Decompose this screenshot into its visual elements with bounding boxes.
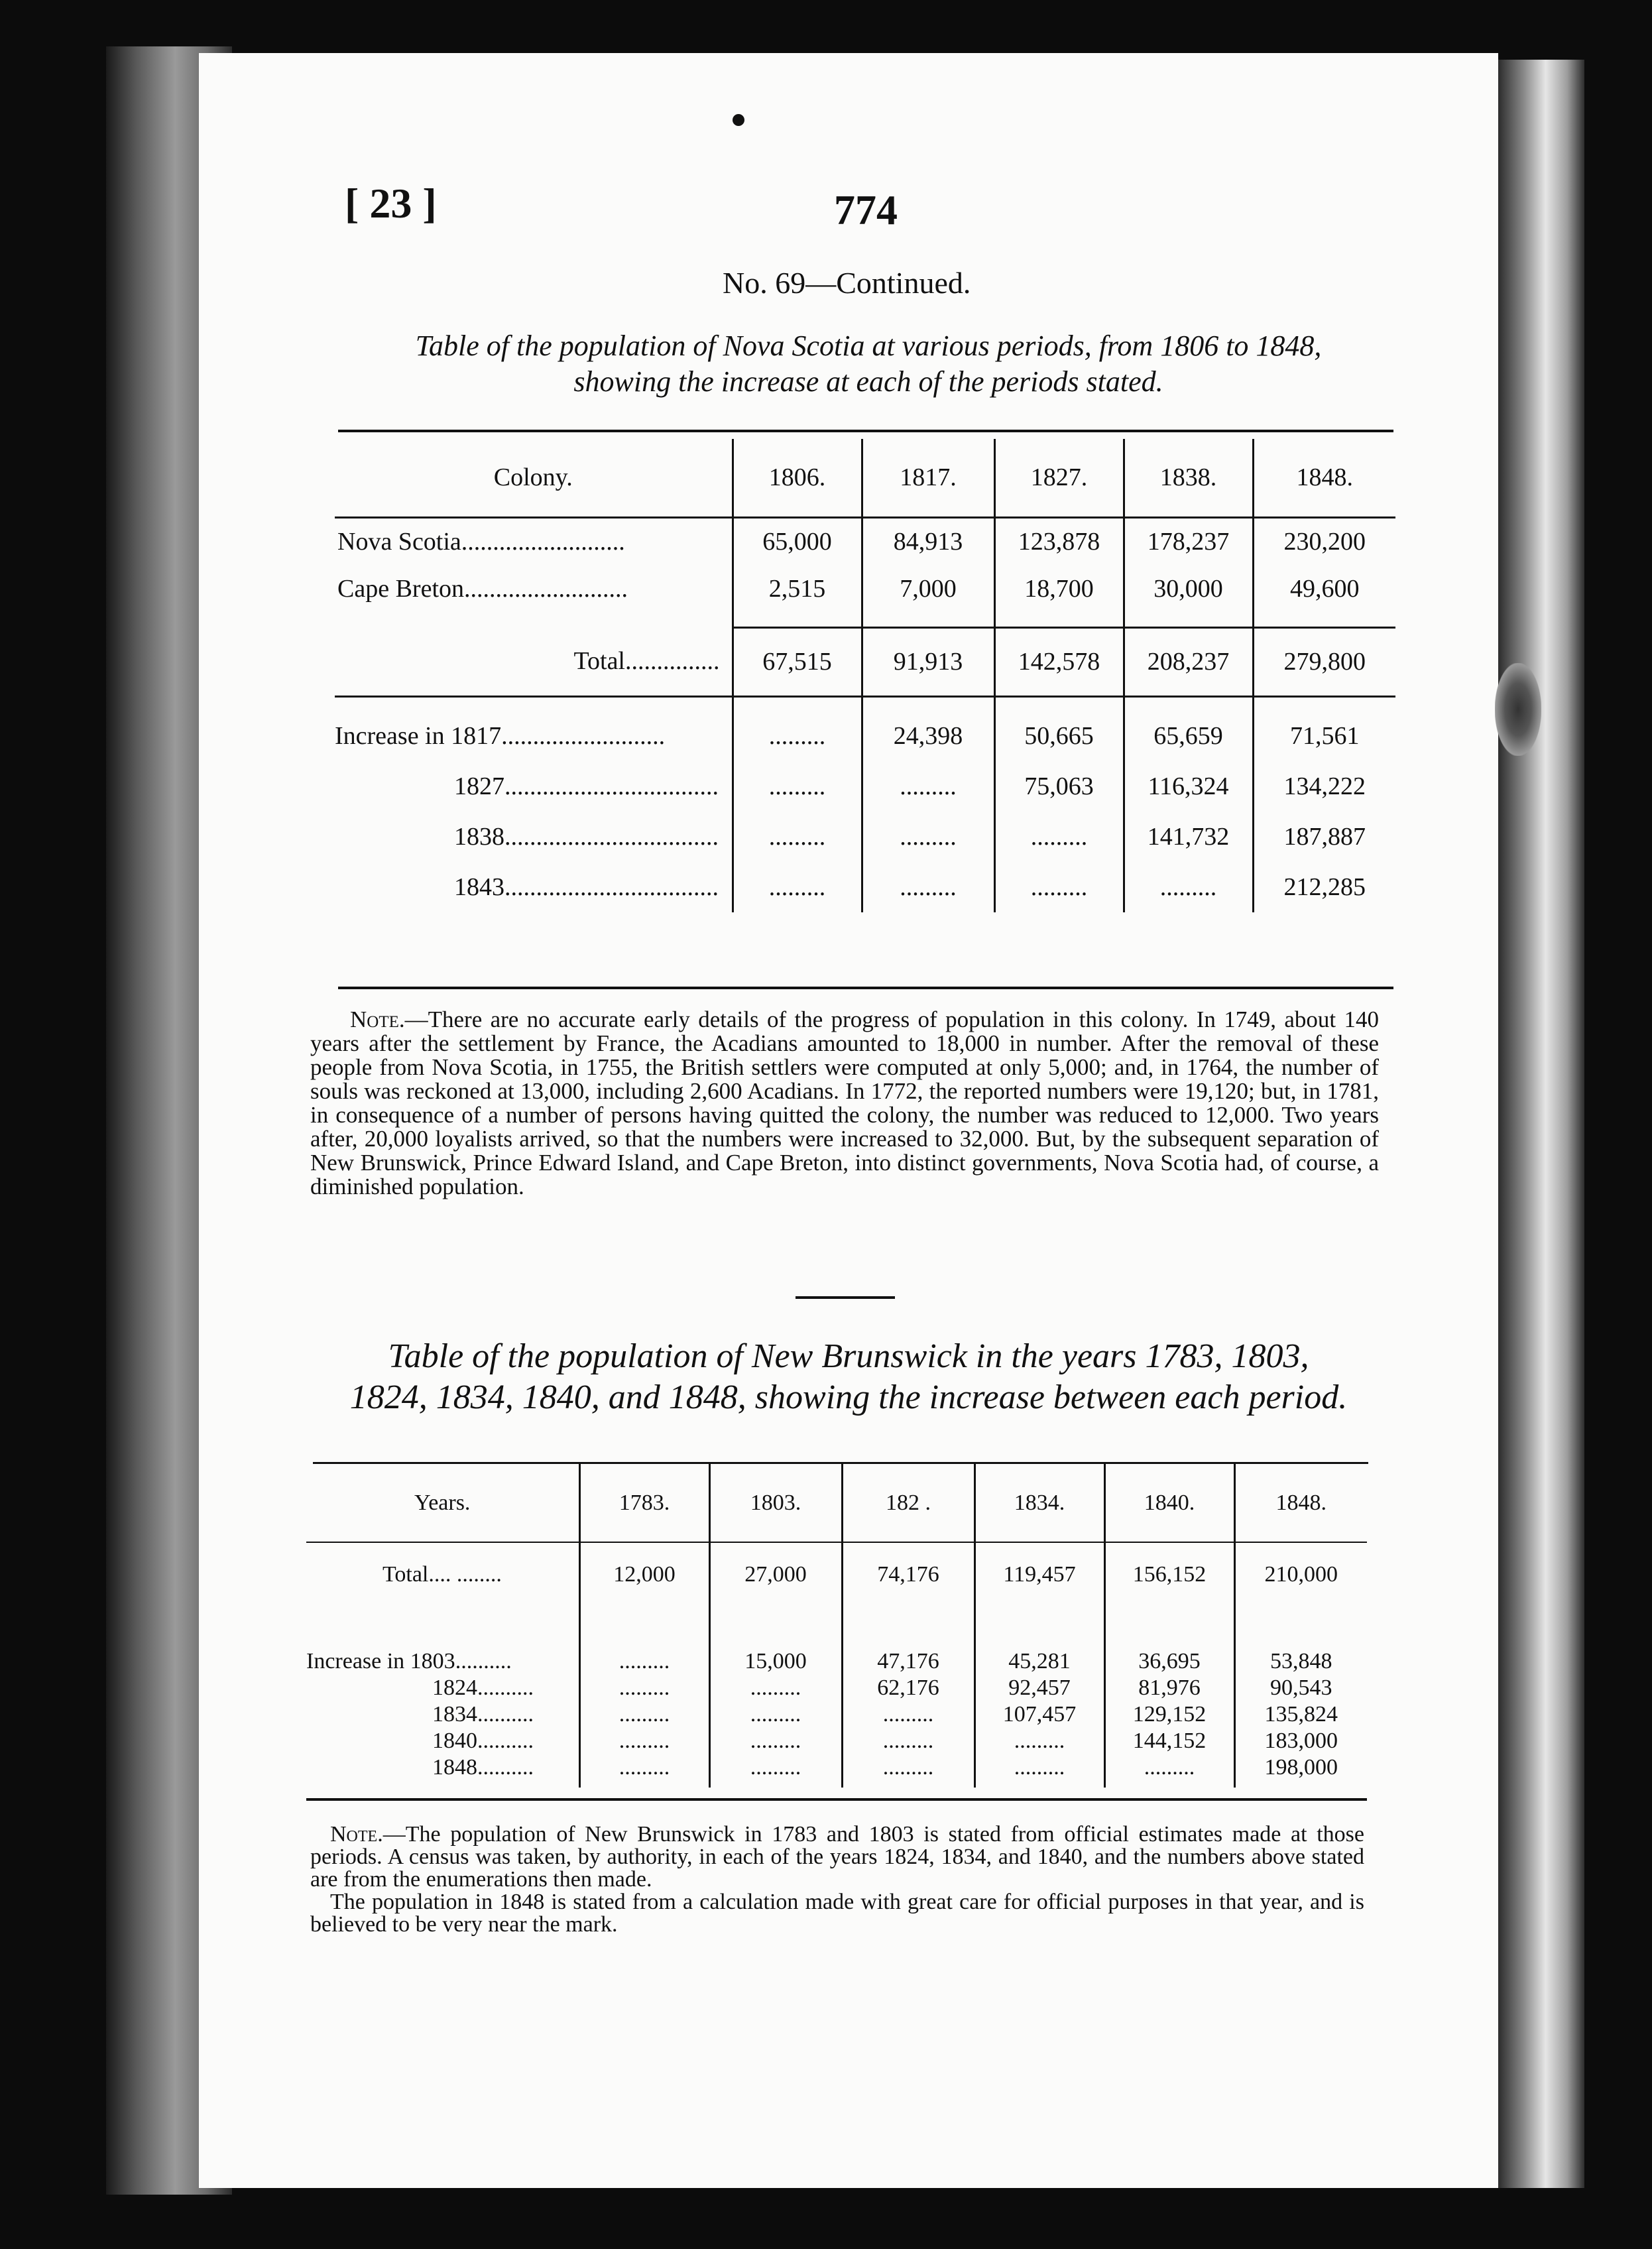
row-label: 1848.......... [432,1755,534,1780]
left-marker: [ 23 ] [345,180,437,227]
cell: 18,700 [994,565,1124,613]
row-label: Cape Breton.......................... [337,575,628,603]
row-label: 1840.......... [432,1729,534,1753]
cell: 123,878 [994,517,1124,565]
row-label: 1834.......... [432,1702,534,1727]
ink-dot [733,114,744,126]
total-row [306,1551,1367,1598]
cell: 7,000 [862,565,994,613]
nova-scotia-table [335,439,1395,912]
row-label: Nova Scotia.......................... [337,527,625,556]
increase-row [306,1754,1367,1781]
cell: 15,000 [709,1648,842,1675]
leader-dots: ......... [862,862,994,912]
header-year: 1817. [862,439,994,517]
row-label: Increase in 1817.......................... [335,722,666,750]
cell: 53,848 [1234,1648,1367,1675]
cell: 62,176 [842,1675,974,1701]
increase-row [335,812,1395,862]
header-year: 1840. [1104,1464,1234,1542]
cell: 71,561 [1253,711,1395,761]
cell: 212,285 [1253,862,1395,912]
total-cell: 156,152 [1104,1551,1234,1598]
table-header-row [306,1464,1367,1542]
leader-dots: ......... [994,862,1124,912]
book-spine [1498,60,1584,2188]
page-number: 774 [834,186,898,233]
leader-dots: ......... [862,812,994,862]
leader-dots: ......... [974,1754,1104,1781]
increase-row [335,711,1395,761]
leader-dots: ......... [579,1648,709,1675]
table1-caption-line1: Table of the population of Nova Scotia at various periods, from 1806 to 1848, [415,330,1322,362]
total-row [335,627,1395,696]
leader-dots: ......... [733,812,862,862]
leader-dots: ......... [974,1728,1104,1754]
increase-row [306,1728,1367,1754]
cell: 187,887 [1253,812,1395,862]
increase-row [306,1648,1367,1675]
table-row [335,517,1395,565]
header-year: 1827. [994,439,1124,517]
cell: 90,543 [1234,1675,1367,1701]
leader-dots: ......... [709,1754,842,1781]
total-cell: 27,000 [709,1551,842,1598]
cell: 49,600 [1253,565,1395,613]
cell: 129,152 [1104,1701,1234,1728]
row-label: 1838.................................. [454,823,719,851]
note-text: —There are no accurate early details of the progress of population in this colony. In 1749, about 140 years after the settlement by France, the Acadians amounted to 18,000 in number. After the removal of these people from Nova Scotia, in 1755, the British settlers were computed at only 5,000; and, in 1764, the number of souls was reckoned at 13,000, including 2,600 Acadians. In 1772, the reported numbers were 19,120; but, in 1781, in consequence of a number of persons having quitted the colony, the number was reduced to 12,000. Two years after, 20,000 loyalists arrived, so that the numbers were increased to 32,000. But, by the subsequent separation of New Brunswick, Prince Edward Island, and Cape Breton, into distinct governments, Nova Scotia had, of course, a diminished population. [310,1006,1379,1199]
note-paragraph [310,1823,1364,1891]
row-label: Increase in 1803.......... [306,1649,512,1673]
leader-dots: ......... [579,1728,709,1754]
cell: 92,457 [974,1675,1104,1701]
cell: 116,324 [1124,761,1253,812]
cell: 24,398 [862,711,994,761]
header-year: 1838. [1124,439,1253,517]
leader-dots: ......... [842,1701,974,1728]
header-years: Years. [414,1490,471,1515]
leader-dots: ......... [709,1728,842,1754]
leader-dots: ......... [709,1675,842,1701]
row-label: 1827.................................. [454,772,719,800]
note-lead: Note. [330,1822,383,1847]
note-lead: Note. [350,1006,405,1032]
cell: 134,222 [1253,761,1395,812]
total-cell: 208,237 [1124,627,1253,696]
cell: 183,000 [1234,1728,1367,1754]
cell: 65,659 [1124,711,1253,761]
table1-bottom-rule [338,987,1393,989]
table2-note [310,1823,1364,1936]
table-row [335,565,1395,613]
table1-note [310,1008,1379,1199]
total-cell: 279,800 [1253,627,1395,696]
increase-row [335,862,1395,912]
table1-caption-line2: showing the increase at each of the periods stated. [573,365,1163,398]
cell: 141,732 [1124,812,1253,862]
leader-dots: ......... [1104,1754,1234,1781]
row-label: 1824.......... [432,1675,534,1700]
section-divider [796,1296,895,1299]
cell: 84,913 [862,517,994,565]
cell: 230,200 [1253,517,1395,565]
table1-top-rule [338,430,1393,432]
cell: 144,152 [1104,1728,1234,1754]
section-heading: No. 69—Continued. [723,266,971,300]
header-year: 1848. [1234,1464,1367,1542]
cell: 75,063 [994,761,1124,812]
table2-caption-line1: Table of the population of New Brunswick in the years 1783, 1803, [388,1337,1309,1375]
cell: 36,695 [1104,1648,1234,1675]
leader-dots: ......... [733,711,862,761]
total-cell: 91,913 [862,627,994,696]
leader-dots: ......... [733,862,862,912]
header-year: 1848. [1253,439,1395,517]
leader-dots: ......... [994,812,1124,862]
cell: 81,976 [1104,1675,1234,1701]
increase-row [306,1675,1367,1701]
table2-bottom-rule [306,1798,1367,1801]
cell: 47,176 [842,1648,974,1675]
leader-dots: ......... [862,761,994,812]
total-cell: 74,176 [842,1551,974,1598]
cell: 107,457 [974,1701,1104,1728]
header-year: 1806. [733,439,862,517]
leader-dots: ......... [842,1754,974,1781]
leader-dots: ......... [1124,862,1253,912]
table2-caption-line2: 1824, 1834, 1840, and 1848, showing the increase between each period. [349,1378,1348,1416]
total-cell: 119,457 [974,1551,1104,1598]
new-brunswick-table [306,1464,1367,1788]
leader-dots: ......... [733,761,862,812]
table2-caption [312,1336,1386,1418]
header-colony: Colony. [335,439,733,517]
cell: 198,000 [1234,1754,1367,1781]
binding-thread [1495,663,1541,756]
leader-dots: ......... [579,1675,709,1701]
cell: 2,515 [733,565,862,613]
cell: 178,237 [1124,517,1253,565]
header-year: 182 . [842,1464,974,1542]
total-cell: 210,000 [1234,1551,1367,1598]
table-header-row [335,439,1395,517]
increase-row [335,761,1395,812]
header-year: 1834. [974,1464,1104,1542]
cell: 50,665 [994,711,1124,761]
increase-row [306,1701,1367,1728]
table1-caption [338,328,1399,400]
cell: 30,000 [1124,565,1253,613]
total-cell: 12,000 [579,1551,709,1598]
note-paragraph: The population in 1848 is stated from a calculation made with great care for official purposes in that year, and is believed to be very near the mark. [310,1890,1364,1937]
total-cell: 67,515 [733,627,862,696]
row-label: 1843.................................. [454,873,719,901]
cell: 65,000 [733,517,862,565]
leader-dots: ......... [709,1701,842,1728]
header-year: 1783. [579,1464,709,1542]
total-label: Total.... ........ [383,1562,502,1587]
header-year: 1803. [709,1464,842,1542]
total-label: Total............... [335,627,733,696]
cell: 135,824 [1234,1701,1367,1728]
leader-dots: ......... [579,1754,709,1781]
total-cell: 142,578 [994,627,1124,696]
cell: 45,281 [974,1648,1104,1675]
note-text: —The population of New Brunswick in 1783 and 1803 is stated from official estimates made at those periods. A census was taken, by authority, in each of the years 1824, 1834, and 1840, and the numbers above stated are from the enumerations then made. [310,1822,1364,1892]
leader-dots: ......... [842,1728,974,1754]
leader-dots: ......... [579,1701,709,1728]
